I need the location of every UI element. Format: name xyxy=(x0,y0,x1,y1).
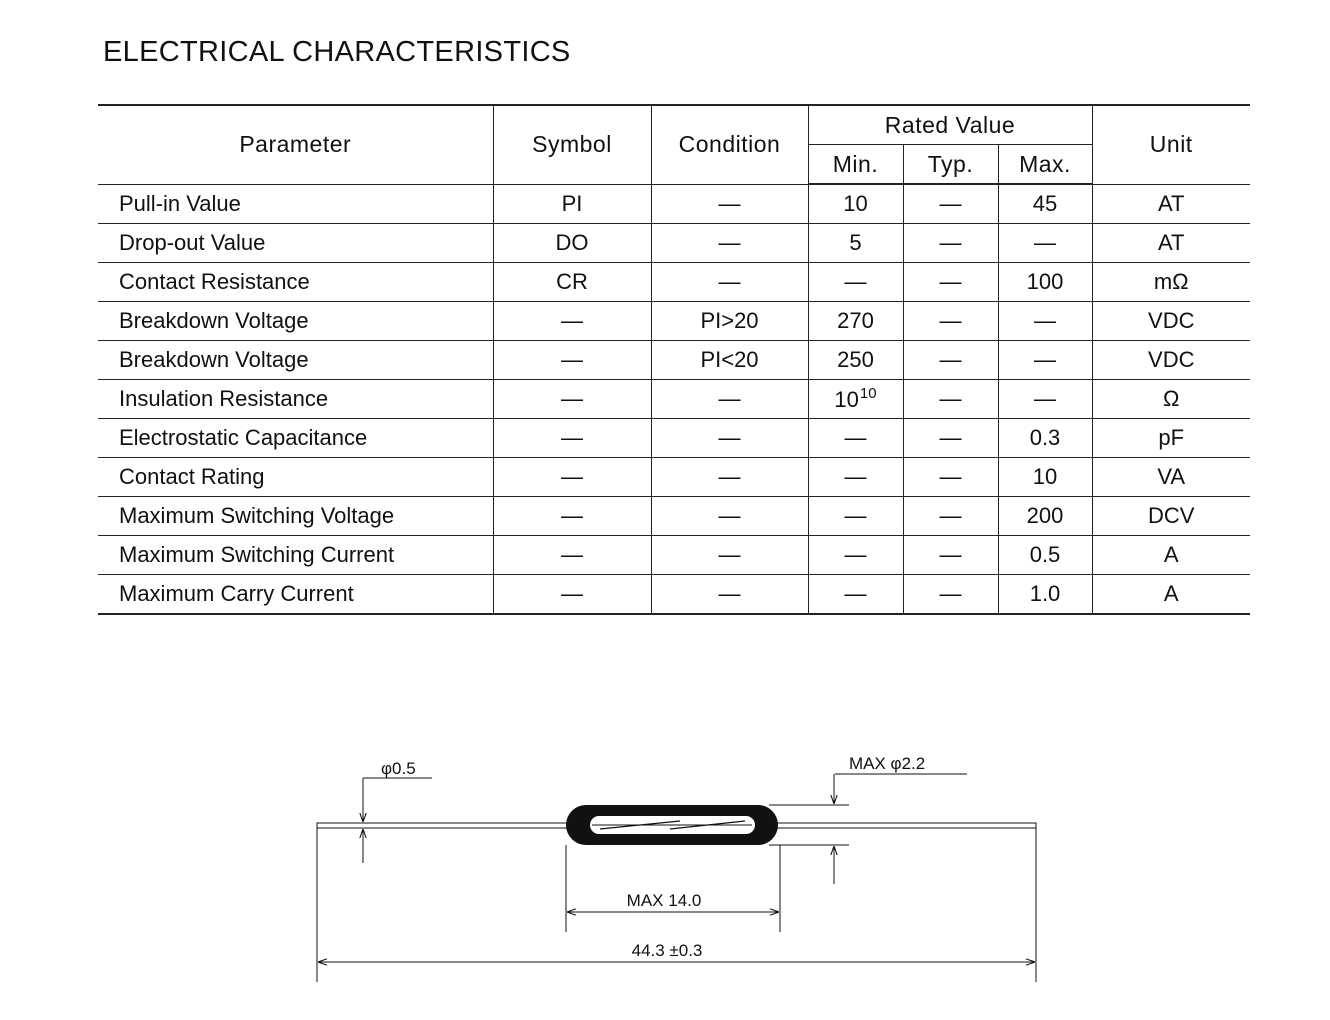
cell-unit-text: VDC xyxy=(1148,308,1195,333)
cell-parameter-text: Maximum Switching Current xyxy=(119,542,395,567)
cell-max-text: 0.5 xyxy=(1029,542,1061,567)
cell-min-text: 270 xyxy=(837,308,874,333)
cell-unit-text: mΩ xyxy=(1153,269,1189,294)
glass-body xyxy=(566,805,778,845)
cell-typ-text: — xyxy=(939,308,962,333)
cell-max-text: — xyxy=(1034,230,1056,255)
cell-condition-text: — xyxy=(718,542,741,567)
cell-condition-text: — xyxy=(718,464,741,489)
body-length-dimension xyxy=(566,845,780,932)
cell-condition-text: — xyxy=(718,230,741,255)
cell-typ-text: — xyxy=(939,386,962,411)
cell-min-text: — xyxy=(844,542,867,567)
cell-max-text: 0.3 xyxy=(1029,425,1061,450)
header-symbol: Symbol xyxy=(493,105,651,184)
cell-unit-text: VA xyxy=(1157,464,1186,489)
cell-parameter-text: Contact Rating xyxy=(119,464,265,489)
cell-unit-text: VDC xyxy=(1148,347,1195,372)
cell-symbol-text: — xyxy=(561,581,583,606)
cell-symbol-text: PI xyxy=(561,190,583,216)
cell-min-text: 10 xyxy=(834,387,859,412)
cell-condition-text: — xyxy=(718,503,741,528)
page-title: ELECTRICAL CHARACTERISTICS xyxy=(103,36,571,68)
cell-parameter-text: Contact Resistance xyxy=(119,269,310,294)
cell-symbol-text: DO xyxy=(555,230,589,255)
cell-min-text: 10 xyxy=(843,191,868,216)
cell-parameter-text: Electrostatic Capacitance xyxy=(119,425,368,450)
cell-max-text: 200 xyxy=(1026,503,1064,528)
cell-unit-text: AT xyxy=(1158,190,1185,216)
cell-max-text: 100 xyxy=(1026,269,1064,294)
cell-symbol-text: — xyxy=(561,308,583,333)
cell-max-text: 10 xyxy=(1032,464,1058,489)
cell-typ-text: — xyxy=(939,191,962,216)
header-min: Min. xyxy=(808,145,903,185)
cell-symbol-text: — xyxy=(561,542,583,567)
cell-typ-text: — xyxy=(939,347,962,372)
cell-max-text: — xyxy=(1034,386,1056,411)
cell-condition-text: — xyxy=(718,581,741,606)
cell-max-text: — xyxy=(1034,347,1056,372)
cell-condition-text: — xyxy=(718,425,741,450)
cell-min-text: 250 xyxy=(837,347,874,372)
cell-unit-text: A xyxy=(1163,542,1179,567)
cell-typ-text: — xyxy=(939,230,962,255)
overall-length-label: 44.3 ±0.3 xyxy=(631,941,703,960)
lead-diameter-dimension xyxy=(363,759,432,863)
cell-max-text: 45 xyxy=(1032,191,1058,216)
header-max: Max. xyxy=(998,145,1092,185)
cell-symbol-text: — xyxy=(561,347,583,372)
cell-unit-text: Ω xyxy=(1163,386,1180,411)
cell-symbol-text: — xyxy=(561,503,583,528)
cell-typ-text: — xyxy=(939,269,962,294)
cell-min-text: — xyxy=(844,581,867,606)
cell-parameter-text: Pull-in Value xyxy=(119,190,241,216)
cell-max-text: — xyxy=(1034,308,1056,333)
cell-parameter-text: Breakdown Voltage xyxy=(119,347,309,372)
cell-unit-text: AT xyxy=(1158,230,1185,255)
cell-condition-text: — xyxy=(718,190,741,216)
cell-parameter-text: Drop-out Value xyxy=(119,230,266,255)
cell-typ-text: — xyxy=(939,425,962,450)
cell-min-text: — xyxy=(844,425,867,450)
header-typ: Typ. xyxy=(903,145,998,185)
cell-min-text: — xyxy=(844,269,867,294)
body-diameter-dimension xyxy=(769,754,967,884)
header-condition: Condition xyxy=(651,105,808,184)
cell-unit-text: DCV xyxy=(1148,503,1195,528)
cell-symbol-text: CR xyxy=(556,269,588,294)
cell-condition-text: PI>20 xyxy=(700,308,759,333)
cell-symbol-text: — xyxy=(561,386,583,411)
cell-parameter-text: Maximum Switching Voltage xyxy=(119,503,395,528)
cell-min-text: — xyxy=(844,464,867,489)
header-unit: Unit xyxy=(1092,105,1250,184)
body-length-label: MAX 14.0 xyxy=(626,891,702,910)
header-rated-value: Rated Value xyxy=(808,105,1092,145)
cell-typ-text: — xyxy=(939,503,962,528)
exponent: 10 xyxy=(859,385,877,402)
cell-condition-text: PI<20 xyxy=(700,347,759,372)
cell-typ-text: — xyxy=(939,581,962,606)
cell-min-text: 5 xyxy=(849,230,862,255)
cell-max-text: 1.0 xyxy=(1029,581,1061,606)
lead-diameter-label: φ0.5 xyxy=(381,759,416,778)
cell-unit-text: pF xyxy=(1158,425,1185,450)
cell-condition-text: — xyxy=(718,269,741,294)
cell-min-text: — xyxy=(844,503,867,528)
cell-parameter-text: Breakdown Voltage xyxy=(119,308,309,333)
cell-condition-text: — xyxy=(718,386,741,411)
header-parameter: Parameter xyxy=(98,105,493,184)
cell-symbol-text: — xyxy=(561,464,583,489)
cell-parameter-text: Maximum Carry Current xyxy=(119,581,354,606)
cell-unit-text: A xyxy=(1163,581,1179,606)
cell-typ-text: — xyxy=(939,464,962,489)
cell-typ-text: — xyxy=(939,542,962,567)
cell-parameter-text: Insulation Resistance xyxy=(119,386,329,411)
body-diameter-label: MAX φ2.2 xyxy=(849,754,926,773)
cell-symbol-text: — xyxy=(561,425,583,450)
